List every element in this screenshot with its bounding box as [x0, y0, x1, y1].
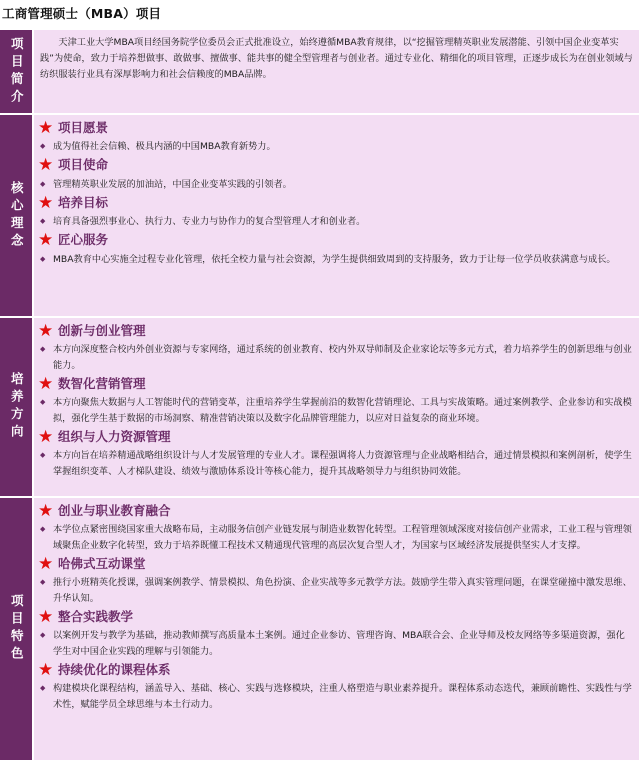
section-core-philosophy [0, 113, 639, 316]
red-star-icon: ★ [38, 117, 54, 138]
item-heading-label: 培养目标 [58, 194, 109, 210]
bullet-item [40, 575, 633, 606]
red-star-icon: ★ [38, 606, 54, 627]
item-heading [40, 606, 633, 628]
item-heading [40, 500, 633, 522]
item [40, 320, 633, 373]
red-star-icon: ★ [38, 155, 54, 175]
diamond-bullet-icon: ◆ [40, 578, 46, 586]
red-star-icon: ★ [38, 426, 54, 447]
item [40, 553, 633, 606]
bullet-item [40, 252, 633, 268]
red-star-icon: ★ [38, 553, 54, 574]
bullet-item [40, 139, 633, 155]
bullet-text: 推行小班精英化授课，强调案例教学、情景模拟、角色扮演、企业实战等多元教学方法。鼓励学生带入真实管理问题，在课堂碰撞中激发思维、升华认知。 [53, 577, 632, 604]
section-side-label: 项目简介 [9, 36, 25, 107]
section-body [34, 30, 639, 113]
bullet-item [40, 681, 633, 712]
item-heading-label: 创新与创业管理 [58, 322, 146, 338]
item-heading [40, 320, 633, 342]
red-star-icon: ★ [38, 320, 54, 341]
section-body [34, 318, 639, 496]
section-side-label-cell [0, 498, 34, 760]
item [40, 659, 633, 712]
section-side-label-cell [0, 30, 34, 113]
bullet-text: 培育具备强烈事业心、执行力、专业力与协作力的复合型管理人才和创业者。 [53, 216, 366, 227]
section-body [34, 498, 639, 760]
section-training-directions [0, 316, 639, 496]
item-heading [40, 192, 633, 214]
item [40, 230, 633, 268]
diamond-bullet-icon: ◆ [40, 217, 46, 225]
bullet-item [40, 177, 633, 193]
item [40, 373, 633, 426]
item [40, 606, 633, 659]
item [40, 192, 633, 230]
diamond-bullet-icon: ◆ [40, 684, 46, 692]
item-heading [40, 659, 633, 681]
item-heading [40, 426, 633, 448]
bullet-item [40, 628, 633, 659]
item-heading-label: 组织与人力资源管理 [58, 428, 171, 444]
red-star-icon: ★ [38, 230, 54, 250]
item-heading-label: 匠心服务 [58, 232, 109, 248]
item-heading [40, 373, 633, 395]
item-heading-label: 哈佛式互动课堂 [58, 555, 146, 571]
page-title: 工商管理硕士（MBA）项目 [2, 6, 162, 21]
bullet-item [40, 522, 633, 553]
section-side-label: 项目特色 [9, 594, 25, 664]
item [40, 500, 633, 553]
bullet-text: 以案例开发与教学为基础，推动教师撰写高质量本土案例。通过企业参访、管理咨询、MBA联合会、企业导师及校友网络等多渠道资源，强化学生对中国企业实践的理解与引领能力。 [53, 630, 625, 657]
item [40, 426, 633, 479]
bullet-text: 构建模块化课程结构，涵盖导入、基础、核心、实践与选修模块，注重人格塑造与职业素养提升。课程体系动态迭代，兼顾前瞻性、实践性与学术性，赋能学员全球思维与本土行动力。 [53, 683, 632, 710]
intro-paragraph: 天津工业大学MBA项目经国务院学位委员会正式批准设立，始终遵循MBA教育规律，以“挖掘管理精英职业发展潜能、引领中国企业变革实践”为使命，致力于培养想做事、敢做事、擅做事、能共事的健全型管理者与创业者。通过专业化、精细化的项目管理，正逐步成长为在创业领域与纺织服装行业具有深厚影响力和社会信赖度的MBA品牌。 [40, 37, 633, 80]
section-side-label-cell [0, 318, 34, 496]
red-star-icon: ★ [38, 659, 54, 680]
diamond-bullet-icon: ◆ [40, 525, 46, 533]
section-side-label: 培养方向 [9, 372, 25, 442]
bullet-text: 成为值得社会信赖、极具内涵的中国MBA教育新势力。 [53, 141, 276, 152]
bullet-item [40, 448, 633, 479]
item-heading-label: 数智化营销管理 [58, 375, 146, 391]
section-program-features [0, 496, 639, 760]
diamond-bullet-icon: ◆ [40, 254, 46, 263]
diamond-bullet-icon: ◆ [40, 179, 46, 188]
item-heading-label: 创业与职业教育融合 [58, 502, 171, 518]
bullet-text: 本学位点紧密围绕国家重大战略布局，主动服务信创产业链发展与制造业数智化转型。工程管理领域深度对接信创产业需求，工业工程与管理领域聚焦企业数字化转型，致力于培养既懂工程技术又精通现代管理的高层次复合型人才，为国家与区域经济发展提供坚实人才支撑。 [53, 524, 632, 551]
diamond-bullet-icon: ◆ [40, 451, 46, 459]
red-star-icon: ★ [38, 500, 54, 521]
item-heading-label: 持续优化的课程体系 [58, 661, 171, 677]
item-heading [40, 230, 633, 252]
item-heading [40, 553, 633, 575]
bullet-text: 本方向聚焦大数据与人工智能时代的营销变革，注重培养学生掌握前沿的数智化营销理论、工具与实战策略。通过案例教学、企业参访和实战模拟，强化学生基于数据的市场洞察、精准营销决策以及数字化品牌管理能力，以应对日益复杂的商业环境。 [53, 397, 632, 424]
bullet-text: MBA教育中心实施全过程专业化管理，依托全校力量与社会资源，为学生提供细致周到的支持服务，致力于让每一位学员收获满意与成长。 [53, 253, 616, 265]
diamond-bullet-icon: ◆ [40, 142, 46, 150]
section-body [34, 115, 639, 316]
item-heading [40, 155, 633, 177]
diamond-bullet-icon: ◆ [40, 631, 46, 639]
bullet-item [40, 342, 633, 373]
item-heading-label: 项目愿景 [58, 119, 109, 135]
bullet-text: 管理精英职业发展的加油站，中国企业变革实践的引领者。 [53, 178, 292, 190]
diamond-bullet-icon: ◆ [40, 398, 46, 406]
item-heading-label: 项目使命 [58, 157, 109, 173]
section-intro [0, 30, 639, 113]
section-side-label: 核心理念 [9, 180, 25, 251]
bullet-item [40, 214, 633, 230]
bullet-text: 本方向旨在培养精通战略组织设计与人才发展管理的专业人才。课程强调将人力资源管理与企业战略相结合，通过情景模拟和案例剖析，使学生掌握组织变革、人才梯队建设、绩效与激励体系设计等核心能力，提升其战略领导力与组织协同效能。 [53, 450, 632, 477]
item [40, 117, 633, 155]
bullet-item [40, 395, 633, 426]
red-star-icon: ★ [38, 192, 54, 213]
item-heading-label: 整合实践教学 [58, 608, 134, 624]
red-star-icon: ★ [38, 373, 54, 394]
diamond-bullet-icon: ◆ [40, 345, 46, 353]
item [40, 155, 633, 193]
section-side-label-cell [0, 115, 34, 316]
bullet-text: 本方向深度整合校内外创业资源与专家网络，通过系统的创业教育、校内外双导师制及企业家论坛等多元方式，着力培养学生的创新思维与创业能力。 [53, 344, 632, 371]
item-heading [40, 117, 633, 139]
program-table [0, 30, 639, 760]
